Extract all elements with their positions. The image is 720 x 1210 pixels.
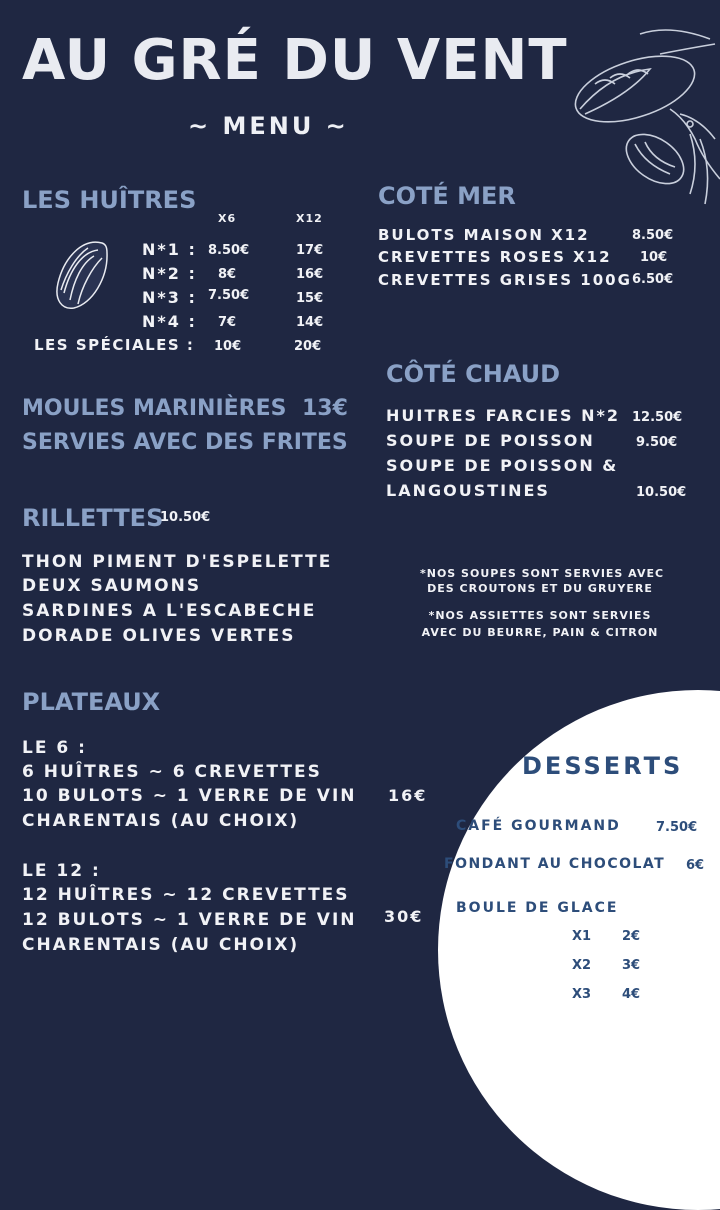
cote-chaud-item: SOUPE DE POISSON — [386, 431, 595, 450]
glace-price: 4€ — [622, 987, 641, 1002]
huitres-n3-x12: 15€ — [296, 291, 324, 306]
glace-price: 2€ — [622, 929, 641, 944]
huitres-n1-x6: 8.50€ — [208, 243, 250, 258]
glace-price: 3€ — [622, 958, 641, 973]
huitres-n2-x12: 16€ — [296, 267, 324, 282]
section-huitres-title: LES HUÎTRES — [22, 186, 197, 214]
dessert-cafe-name: CAFÉ GOURMAND — [456, 818, 621, 834]
rillettes-item: DORADE OLIVES VERTES — [22, 626, 296, 646]
plateau-6-line1: 6 HUÎTRES ~ 6 CREVETTES — [22, 762, 322, 782]
cote-mer-item: BULOTS MAISON X12 — [378, 226, 590, 244]
note-assiettes-line2: AVEC DU BEURRE, PAIN & CITRON — [421, 626, 659, 639]
cote-mer-price: 6.50€ — [632, 272, 674, 287]
cote-chaud-price: 10.50€ — [636, 485, 687, 500]
plateau-12-line3: CHARENTAIS (AU CHOIX) — [22, 935, 300, 955]
huitres-label-speciales: LES SPÉCIALES : — [34, 336, 195, 354]
plateau-6-line3: CHARENTAIS (AU CHOIX) — [22, 811, 300, 831]
desserts-title: DESSERTS — [522, 752, 684, 780]
section-rillettes-title: RILLETTES — [22, 504, 164, 532]
glace-qty: X1 — [572, 929, 592, 944]
glace-qty: X3 — [572, 987, 592, 1002]
section-cote-mer-title: COTÉ MER — [378, 182, 516, 210]
huitres-speciales-x12: 20€ — [294, 339, 322, 354]
cote-mer-item: CREVETTES GRISES 100G — [378, 271, 632, 289]
moules-subtitle: SERVIES AVEC DES FRITES — [22, 430, 348, 455]
rillettes-item: THON PIMENT D'ESPELETTE — [22, 552, 333, 572]
plateau-12-line1: 12 HUÎTRES ~ 12 CREVETTES — [22, 885, 350, 905]
cote-mer-price: 8.50€ — [632, 228, 674, 243]
cote-chaud-price: 9.50€ — [636, 435, 678, 450]
huitres-speciales-x6: 10€ — [214, 339, 242, 354]
plateau-12-price: 30€ — [384, 907, 424, 926]
cote-mer-item: CREVETTES ROSES X12 — [378, 248, 612, 266]
huitres-label-n2: N*2 : — [142, 264, 197, 283]
rillettes-item: DEUX SAUMONS — [22, 576, 202, 596]
rillettes-price: 10.50€ — [160, 510, 211, 525]
huitres-n4-x6: 7€ — [218, 315, 237, 330]
cote-chaud-item: HUITRES FARCIES N*2 — [386, 406, 620, 425]
huitres-n1-x12: 17€ — [296, 243, 324, 258]
dessert-cafe-price: 7.50€ — [656, 820, 698, 835]
dessert-fondant-name: FONDANT AU CHOCOLAT — [444, 856, 666, 872]
note-assiettes-line1: *NOS ASSIETTES SONT SERVIES — [428, 609, 652, 622]
dessert-fondant-price: 6€ — [686, 858, 705, 873]
cote-chaud-item: LANGOUSTINES — [386, 481, 550, 500]
plateau-6-line2: 10 BULOTS ~ 1 VERRE DE VIN — [22, 786, 357, 806]
col-x6-header: X6 — [218, 212, 237, 225]
lobster-illustration — [540, 14, 720, 224]
plateau-12-label: LE 12 : — [22, 861, 101, 881]
moules-title: MOULES MARINIÈRES — [22, 396, 287, 421]
section-cote-chaud-title: CÔTÉ CHAUD — [386, 360, 561, 388]
cote-chaud-item: SOUPE DE POISSON & — [386, 456, 619, 475]
note-soupes-line2: DES CROUTONS ET DU GRUYERE — [427, 582, 653, 595]
note-soupes-line1: *NOS SOUPES SONT SERVIES AVEC — [420, 567, 665, 580]
huitres-label-n3: N*3 : — [142, 288, 197, 307]
section-plateaux-title: PLATEAUX — [22, 688, 161, 716]
huitres-n2-x6: 8€ — [218, 267, 237, 282]
rillettes-item: SARDINES A L'ESCABECHE — [22, 601, 317, 621]
moules-price: 13€ — [302, 396, 348, 421]
huitres-n4-x12: 14€ — [296, 315, 324, 330]
plateau-6-price: 16€ — [388, 786, 428, 805]
plateau-12-line2: 12 BULOTS ~ 1 VERRE DE VIN — [22, 910, 357, 930]
huitres-label-n1: N*1 : — [142, 240, 197, 259]
menu-subtitle: ~ MENU ~ — [188, 112, 349, 140]
huitres-n3-x6: 7.50€ — [208, 288, 250, 303]
dessert-glace-name: BOULE DE GLACE — [456, 900, 619, 916]
cote-chaud-price: 12.50€ — [632, 410, 683, 425]
cote-mer-price: 10€ — [640, 250, 668, 265]
col-x12-header: X12 — [296, 212, 323, 225]
glace-qty: X2 — [572, 958, 592, 973]
restaurant-title: AU GRÉ DU VENT — [22, 28, 568, 93]
oyster-icon — [52, 238, 112, 312]
huitres-label-n4: N*4 : — [142, 312, 197, 331]
plateau-6-label: LE 6 : — [22, 738, 87, 758]
